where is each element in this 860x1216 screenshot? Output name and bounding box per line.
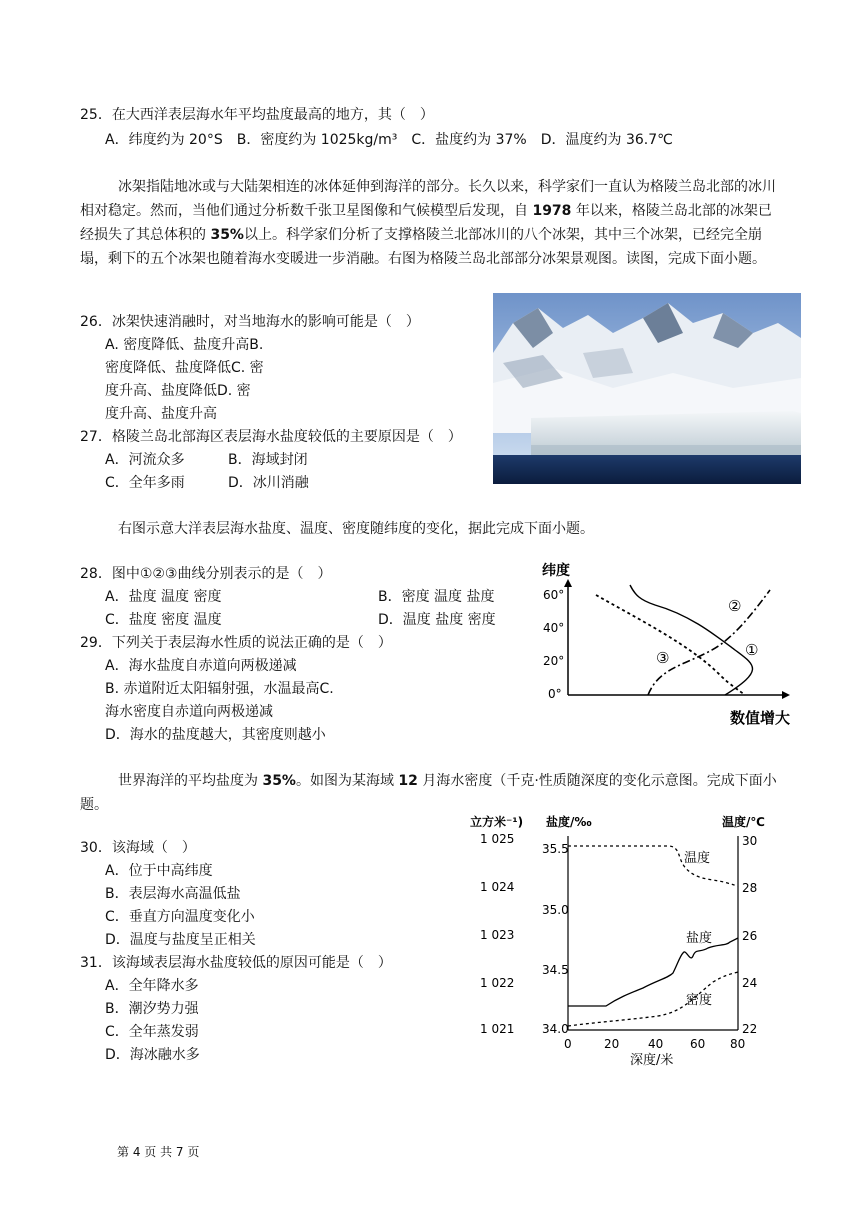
temperature-axis-label: 温度/℃ xyxy=(722,815,765,829)
curve-label: ② xyxy=(728,597,742,615)
q30-option-a: A．位于中高纬度 xyxy=(105,863,213,879)
ice-shelf-photo xyxy=(493,293,801,484)
latitude-axis-label: 纬度 xyxy=(542,563,570,579)
salinity-tick-label: 35.5 xyxy=(542,842,569,856)
q29-option-line: 海水密度自赤道向两极递减 xyxy=(105,704,273,720)
density-curve xyxy=(568,972,738,1026)
q28-option-a: A．盐度 温度 密度 xyxy=(105,589,222,605)
temperature-tick-label: 26 xyxy=(742,929,758,943)
q30-option-c: C．垂直方向温度变化小 xyxy=(105,909,255,925)
salinity-tick-label: 34.0 xyxy=(542,1022,569,1036)
salinity-axis-label: 盐度/‰ xyxy=(546,815,592,829)
density-tick-label: 1 021 xyxy=(480,1022,515,1036)
passage-ice-shelf: 冰架指陆地冰或与大陆架相连的冰体延伸到海洋的部分。长久以来，科学家们一直认为格陵兰岛北部的冰川相对稳定。然而，当他们通过分析数千张卫星图像和气候模型后发现，自 1978 年以来，格陵兰岛北部的冰架已经损失了其总体积的 35%以上。科学家们分析了支撑格陵兰北部冰川的八个冰架，其中三个冰架，已经完全崩塌，剩下的五个冰架也随着海水变暖进一步消融。右图为格陵兰岛北部部分冰架景观图。读图，完成下面小题。 xyxy=(80,179,776,267)
salinity-curve xyxy=(568,938,738,1006)
page-footer: 第 4 页 共 7 页 xyxy=(117,1145,200,1159)
depth-figure xyxy=(468,808,790,1070)
salinity-tick-label: 35.0 xyxy=(542,903,569,917)
lat-tick-label: 0° xyxy=(548,687,562,701)
q31-option-a: A．全年降水多 xyxy=(105,978,199,994)
q29-stem: 29．下列关于表层海水性质的说法正确的是（ ） xyxy=(80,635,392,651)
lat-tick-label: 20° xyxy=(543,654,565,668)
depth-tick-label: 60 xyxy=(690,1037,706,1051)
depth-tick-label: 20 xyxy=(604,1037,620,1051)
q28-option-c: C．盐度 密度 温度 xyxy=(105,612,222,628)
depth-tick-label: 0 xyxy=(564,1037,572,1051)
q31-option-d: D．海冰融水多 xyxy=(105,1047,200,1063)
q27-option-a: A．河流众多 xyxy=(105,452,185,468)
passage-depth-figure: 世界海洋的平均盐度为 35%。如图为某海域 12 月海水密度（千克·性质随深度的变化示意图。完成下面小题。 xyxy=(80,773,777,813)
depth-axis-label: 深度/米 xyxy=(630,1053,674,1068)
q29-option-line: D．海水的盐度越大，其密度则越小 xyxy=(105,727,326,743)
salinity-tick-label: 34.5 xyxy=(542,963,569,977)
temperature-curve xyxy=(568,846,738,886)
temperature-tick-label: 28 xyxy=(742,881,758,895)
q25-stem: 25．在大西洋表层海水年平均盐度最高的地方，其（ ） xyxy=(80,107,434,123)
q30-stem: 30．该海域（ ） xyxy=(80,840,196,856)
density-axis-label: 立方米⁻¹) xyxy=(470,815,524,829)
passage-latitude-figure: 右图示意大洋表层海水盐度、温度、密度随纬度的变化，据此完成下面小题。 xyxy=(118,521,594,537)
lat-tick-label: 40° xyxy=(543,621,565,635)
q29-option-line: A．海水盐度自赤道向两极递减 xyxy=(105,658,297,674)
lat-tick-label: 60° xyxy=(543,588,565,602)
q28-option-b: B．密度 温度 盐度 xyxy=(378,589,495,605)
q30-option-b: B．表层海水高温低盐 xyxy=(105,886,241,902)
q27-stem: 27．格陵兰岛北部海区表层海水盐度较低的主要原因是（ ） xyxy=(80,429,462,445)
q26-option-line: 度升高、盐度降低D. 密 xyxy=(105,383,251,399)
density-tick-label: 1 023 xyxy=(480,928,515,942)
temperature-tick-label: 24 xyxy=(742,976,758,990)
q26-option-line: 度升高、盐度升高 xyxy=(105,406,217,422)
density-tick-label: 1 024 xyxy=(480,880,515,894)
depth-tick-label: 80 xyxy=(730,1037,746,1051)
temperature-tick-label: 30 xyxy=(742,834,758,848)
q27-option-b: B．海域封闭 xyxy=(228,452,308,468)
q26-option-line: 密度降低、盐度降低C. 密 xyxy=(105,360,264,376)
latitude-figure xyxy=(530,555,795,730)
density-tick-label: 1 022 xyxy=(480,976,515,990)
curve-label: ① xyxy=(745,641,759,659)
latitude-axis-arrow xyxy=(564,579,572,587)
temperature-tick-label: 22 xyxy=(742,1022,758,1036)
temperature-curve-label: 温度 xyxy=(684,851,711,866)
q27-option-d: D．冰川消融 xyxy=(228,475,309,491)
ice-shelf-illustration xyxy=(493,293,801,484)
q26-option-line: A. 密度降低、盐度升高B. xyxy=(105,337,264,353)
q29-option-line: B. 赤道附近太阳辐射强，水温最高C. xyxy=(105,681,334,697)
q31-option-b: B．潮汐势力强 xyxy=(105,1001,199,1017)
density-curve-label: 密度 xyxy=(686,993,713,1008)
q31-stem: 31．该海域表层海水盐度较低的原因可能是（ ） xyxy=(80,955,392,971)
curve-label: ③ xyxy=(656,649,670,667)
q31-option-c: C．全年蒸发弱 xyxy=(105,1024,199,1040)
q27-option-c: C．全年多雨 xyxy=(105,475,185,491)
q30-option-d: D．温度与盐度呈正相关 xyxy=(105,932,256,948)
q28-stem: 28．图中①②③曲线分别表示的是（ ） xyxy=(80,566,332,582)
value-axis-arrow xyxy=(782,691,790,699)
depth-tick-label: 40 xyxy=(648,1037,664,1051)
q26-stem: 26．冰架快速消融时，对当地海水的影响可能是（ ） xyxy=(80,314,420,330)
value-axis-label: 数值增大 xyxy=(730,709,791,727)
salinity-curve-label: 盐度 xyxy=(686,931,713,946)
density-tick-label: 1 025 xyxy=(480,832,515,846)
q25-options: A．纬度约为 20°S B．密度约为 1025kg/m³ C．盐度约为 37% D．温度约为 36.7℃ xyxy=(105,132,673,148)
q28-option-d: D．温度 盐度 密度 xyxy=(378,612,496,628)
